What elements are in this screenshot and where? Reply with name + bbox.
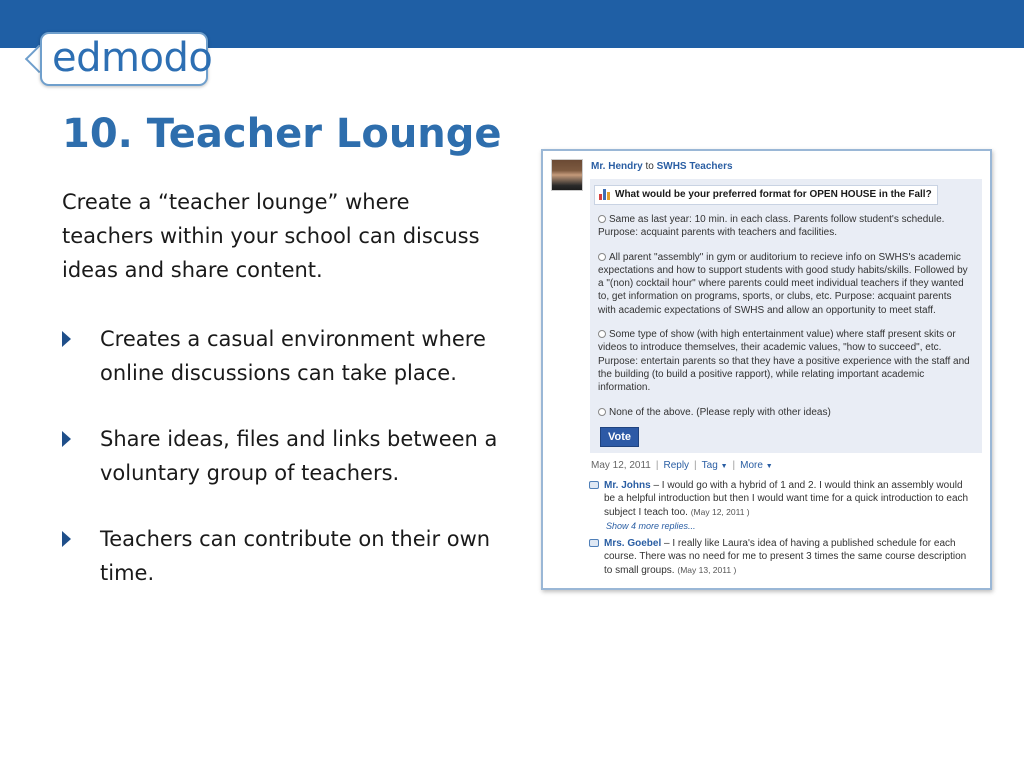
bullet-item [62, 522, 502, 590]
bullet-text: Share ideas, files and links between a voluntary group of teachers. [100, 427, 498, 485]
poll-option-text: None of the above. (Please reply with other ideas) [609, 406, 831, 418]
poll-option-text: Some type of show (with high entertainment value) where staff present skits or videos to introduce themselves, their academic values, "how to succeed", etc. Purpose: entertain parents so that they have a positive experience with the staff and the building (to build a positive rapport), while relating important academic information. [598, 329, 970, 394]
comment-icon [589, 539, 599, 547]
post-date: May 12, 2011 [591, 460, 651, 471]
post-group-link[interactable]: SWHS Teachers [656, 161, 733, 172]
poll-option-text: All parent "assembly" in gym or auditorium to recieve info on SWHS's academic expectations and how to support students with good study habits/skills. Followed by a "(non) cocktail hour" where parents could meet individual teachers if they wanted to, get information on programs, sports, or clubs, etc. Purpose: acquaint parents with academic expectations of SWHS and allow an opportunity to meet staff. [598, 251, 968, 316]
tag-dropdown[interactable] [702, 460, 728, 471]
post-author-link[interactable]: Mr. Hendry [591, 161, 643, 172]
poll-option-text: Same as last year: 10 min. in each class. Parents follow student's schedule. Purpose: acquaint parents with teachers and facilities. [598, 214, 945, 239]
bar-chart-icon [599, 189, 611, 200]
bullet-list [62, 322, 502, 622]
vote-button[interactable]: Vote [600, 427, 639, 447]
intro-text: Create a “teacher lounge” where teachers within your school can discuss ideas and share content. [62, 190, 480, 282]
reply-item [589, 479, 969, 519]
comment-icon [589, 481, 599, 489]
more-label: More [740, 460, 763, 471]
reply-author-link[interactable]: Mr. Johns [604, 480, 651, 491]
triangle-bullet-icon [62, 431, 71, 447]
radio-button[interactable] [598, 408, 606, 416]
avatar [551, 159, 583, 191]
more-dropdown[interactable] [740, 460, 773, 471]
post-header [591, 161, 733, 172]
reply-item [589, 537, 969, 577]
poll-box [590, 179, 982, 453]
caret-down-icon: ▼ [720, 463, 728, 470]
reply-date: (May 12, 2011 ) [690, 506, 750, 517]
bullet-item [62, 322, 502, 390]
poll-option[interactable] [598, 251, 970, 317]
triangle-bullet-icon [62, 331, 71, 347]
separator: | [694, 460, 697, 471]
edmodo-logo: edmodo [52, 35, 213, 81]
triangle-bullet-icon [62, 531, 71, 547]
reply-text: – I would go with a hybrid of 1 and 2. I would think an assembly would be a helpful introduction but then I would want time for a quick introduction to each subject I teach too. [604, 480, 969, 518]
caret-down-icon: ▼ [765, 463, 773, 470]
radio-button[interactable] [598, 215, 606, 223]
post-to-text: to [645, 161, 654, 172]
poll-option[interactable] [598, 328, 970, 394]
reply-text: – I really like Laura's idea of having a published schedule for each course. There was no need for me to present 3 times the same course description to small groups. [604, 538, 967, 576]
reply-link[interactable]: Reply [663, 460, 690, 471]
reply-date: (May 13, 2011 ) [677, 564, 737, 575]
edmodo-post-screenshot [541, 149, 992, 590]
poll-option[interactable] [598, 213, 970, 240]
bullet-text: Creates a casual environment where online discussions can take place. [100, 327, 486, 385]
tag-label: Tag [701, 460, 718, 471]
poll-options [598, 213, 970, 430]
poll-question [594, 185, 938, 205]
poll-option[interactable] [598, 406, 970, 419]
bullet-item [62, 422, 502, 490]
radio-button[interactable] [598, 330, 606, 338]
poll-question-text: What would be your preferred format for OPEN HOUSE in the Fall? [615, 189, 932, 200]
separator: | [732, 460, 736, 471]
bullet-text: Teachers can contribute on their own time. [100, 527, 491, 585]
radio-button[interactable] [598, 253, 606, 261]
reply-author-link[interactable]: Mrs. Goebel [604, 538, 662, 549]
show-more-replies-link[interactable]: Show 4 more replies... [606, 521, 696, 531]
slide-title: 10. Teacher Lounge [62, 111, 502, 157]
separator: | [655, 460, 659, 471]
post-meta [591, 460, 773, 471]
